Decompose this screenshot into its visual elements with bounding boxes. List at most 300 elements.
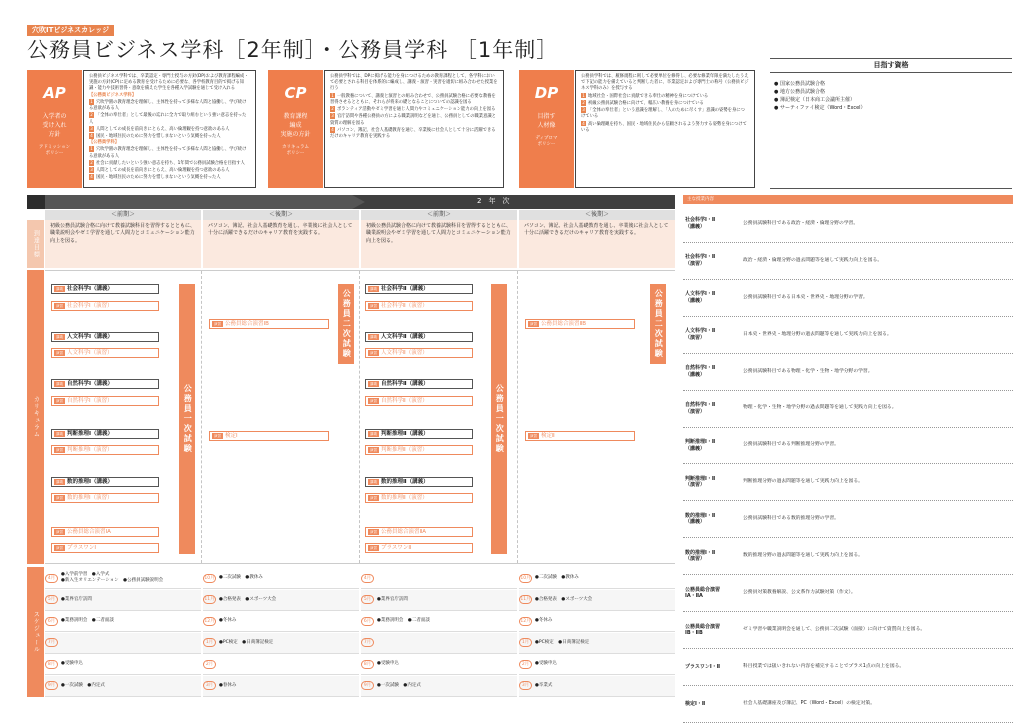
schedule-row [519,633,675,654]
dp-label: DP [534,84,559,102]
course-box [51,379,159,389]
schedule-events: ●受験申込 [535,661,557,667]
course-box [365,543,473,553]
cp-item [330,93,498,106]
course-name: 検定Ⅱ [541,433,555,439]
course-type-tag: 講義 [370,335,377,339]
course-name: 社会科学Ⅰ（講義） [67,286,114,292]
course-box [365,348,473,358]
ap2-item-number: 3 [90,167,93,173]
course-type-tag: 講義 [370,432,377,436]
course-name: 判断推理Ⅱ（講義） [381,431,429,437]
subject-name: 人文科学Ⅰ・Ⅱ （演習） [685,328,716,341]
ap-tag [27,70,82,188]
subject-name: 自然科学Ⅰ・Ⅱ （演習） [685,402,716,415]
ap1-item [89,126,250,133]
dp-item-text: 初級公務員試験合格に向けて、幅広い教養を身につけている [588,100,704,106]
subject-name: 社会科学Ⅰ・Ⅱ （講義） [685,217,716,230]
month-badge: 10月 [204,575,215,581]
schedule-events: ●二次試験 ●教休み [535,575,579,581]
subject-description: 公務員試験科目である政治・経済・倫理分野の学習。 [743,220,859,226]
schedule-row [45,611,201,632]
ap2-item-text: 社会に貢献したいという強い意志を持ち、1年間で公務員試験合格を目指す人 [96,160,245,166]
bullet-icon: ● [774,97,780,103]
ap2-item [89,160,250,167]
subject-name: 数的推理Ⅰ・Ⅱ （演習） [685,549,716,563]
course-type-tag: 講義 [370,480,377,484]
course-type-tag: 演習 [56,546,63,550]
cur-col-2 [203,271,360,563]
ap2-item [89,146,250,159]
goals-title: 目指す資格 [770,58,1012,73]
subject-name: 判断推理Ⅰ・Ⅱ （演習） [685,475,716,489]
ap-title: 入学者の 受け入れ 方針 [42,112,67,138]
subject-row [683,317,1013,354]
schedule-events: ●PC検定 ●日商簿記検定 [535,639,590,645]
month-badge: 7月 [361,638,374,647]
subject-row [683,243,1013,280]
subject-row [683,465,1013,502]
course-box [365,429,473,439]
course-name: 公務員総合演習ⅠB [225,321,269,327]
course-box [51,543,159,553]
course-type-tag: 演習 [370,496,377,500]
ap-items1 [89,99,250,140]
term-1: ＜前期＞ [45,210,201,220]
goal-item [774,80,1010,88]
course-box [51,477,159,487]
goal-text: 地方公務員試験合格 [779,89,825,95]
course-name: 公務員総合演習ⅡB [541,321,586,327]
dp-item [581,100,749,107]
course-type-tag: 演習 [530,434,537,438]
course-box [365,477,473,487]
course-name: 数的推理Ⅰ（講義） [67,479,114,485]
dp-intro: 公務員学科では、履修規程に則して必要単位を修得し、必要な修業年限を満たしたうえで下記の能力を備えていると判断した者に、卒業認定および専門士の称号（公務員ビジネス学科のみ）を授与する [581,74,749,92]
schedule-row [519,611,675,632]
subject-name: 社会科学Ⅰ・Ⅱ （演習） [685,254,716,267]
month-badge: 4月 [45,574,58,583]
course-name: 人文科学Ⅱ（講義） [381,334,429,340]
month-badge: 7月 [45,638,58,647]
goal-cell-3: 初級公務員試験合格に向けて教養試験科目を習得するとともに、職業説明会やゼミ学習を通して人間力とコミュニケーション能力向上を図る。 [361,220,517,268]
course-box [209,431,329,441]
month-badge: 11月 [204,597,215,602]
dp-item-number: 3 [582,107,585,113]
ap1-item-text: 「全体の奉仕者」として最後の迄れに全力で取り組むという強い意志を持った人 [89,113,247,125]
course-type-tag: 演習 [214,322,221,326]
bullet-icon: ● [774,105,780,111]
subject-row [683,612,1013,649]
ap2-item-text: 人間としての成長を前向きにとらえ、高い倫理観を持つ意欲のある人 [96,168,230,174]
course-type-tag: 演習 [56,351,63,355]
dp-box [575,70,755,188]
subject-description: 判断推理分野の過去問題等を通して実践力向上を図る。 [743,479,863,485]
curriculum-area [45,270,675,564]
dp-title: 目指す 人材像 [537,112,556,129]
schedule-row [203,568,359,589]
course-type-tag: 講義 [56,480,63,484]
subject-row [683,354,1013,391]
course-type-tag: 演習 [56,304,63,308]
course-name: 自然科学Ⅰ（演習） [67,398,113,404]
ap2-item-number: 4 [90,174,93,180]
cp-item [330,106,498,113]
subject-description: 物理・化学・生物・地学分野の過去問題等を通して実践力向上を図る。 [743,405,897,411]
month-badge: 8月 [361,660,374,669]
course-type-tag: 講義 [370,382,377,386]
ap1-item-number: 4 [90,132,93,138]
course-name: 数的推理Ⅱ（講義） [381,479,429,485]
year-label: 2 年 次 [477,197,510,205]
course-type-tag: 演習 [530,322,537,326]
ap1-item-number: 1 [90,98,93,104]
course-name: プラスワンⅠ [67,545,96,551]
school-badge: 穴吹ITビジネスカレッジ [27,25,114,36]
goal-cell-4: パソコン、簿記、社会人基礎教育を通し、卒業後に社会人として十分に活躍できるだけのキャリア教育を実践する。 [519,220,675,268]
course-box [525,319,635,329]
ap-box [83,70,256,188]
course-name: 自然科学Ⅱ（演習） [381,398,428,404]
term-3: ＜前期＞ [361,210,517,220]
cp-intro: 公務員学科では、DPに掲げる能力を身につけるための教育課程として、各学科において必要とされる科目を体系的に編成し、講義・演習・実習を適切に組み合わせた授業を行う [330,74,498,92]
schedule-events: ●冬休み [535,618,553,624]
cp-item-text: 官庁訪問や各種公務員の方による職業説明などを通じ、公務員としての職業意識と資質の理解を図る [330,114,496,126]
goal-cell-1: 初級公務員試験合格に向けて教養試験科目を習得するとともに、職業説明会やゼミ学習を通して人間力とコミュニケーション能力向上を図る。 [45,220,201,268]
schedule-events: ●業界官庁訪問 [377,596,408,602]
schedule-row [45,590,201,611]
cp-item [330,127,498,140]
subject-name: プラスワンⅠ・Ⅱ [685,663,721,670]
course-name: 判断推理Ⅱ（演習） [381,447,428,453]
goal-cell-2: パソコン、簿記、社会人基礎教育を通し、卒業後に社会人として十分に活躍できるだけのキャリア教育を実践する。 [203,220,359,268]
cp-item-text: 一般教養について、講義と演習との組み合わせで、公務員試験合格に必要な教養を習得させるとともに、それらが将来の礎となることについての認識を図る [330,93,496,105]
schedule-events: ●業界官庁訪問 [61,596,92,602]
goal-item [774,96,1010,104]
bullet-icon: ● [774,89,780,95]
goal-item [774,104,1010,112]
subject-description: 公務員対策教養解説、公文系作力試験対策（作文）。 [743,590,856,596]
month-badge: 12月 [204,618,215,624]
course-box [51,301,159,311]
course-type-tag: 演習 [370,351,377,355]
ap2-item-text: 国民・地域住民のために努力を惜しまないという気概を持った人 [96,175,221,181]
month-badge: 3月 [519,681,532,690]
dp-item [581,107,749,120]
month-badge: 9月 [361,681,374,690]
schedule-row [361,568,517,589]
dp-tag [519,70,574,188]
course-type-tag: 講義 [370,287,377,291]
cp-item-number: 2 [331,106,334,112]
month-badge: 5月 [45,595,58,604]
cp-item-number: 1 [331,92,334,98]
cp-item-number: 3 [331,113,334,119]
subject-row [683,206,1013,243]
course-name: 社会科学Ⅱ（演習） [381,303,428,309]
subject-description: 公務員試験科目である判断推理分野の学習。 [743,442,839,448]
goals-list [774,80,1010,112]
schedule-row [519,568,675,589]
side-schedule: スケジュール [27,567,44,697]
goal-text: 簿記検定（日本商工会議所主催） [779,97,855,103]
course-name: 判断推理Ⅰ（講義） [67,431,114,437]
subject-name: 公務員総合演習 ⅠB・ⅡB [685,623,721,637]
side-curriculum: カリキュラム [27,270,44,564]
ap1-item-text: 穴吹学園の教育理念を理解し、主体性を持って多様な人間と協働し、学び続ける意欲がある人 [89,99,247,112]
month-badge: 5月 [361,595,374,604]
dp-items [581,93,749,134]
dp-item-number: 2 [582,99,585,105]
course-type-tag: 演習 [370,399,377,403]
month-badge: 3月 [203,681,216,690]
exam-primary-2: 公務員一次試験 [491,284,507,554]
subject-name: 自然科学Ⅰ・Ⅱ （講義） [685,365,716,378]
course-type-tag: 演習 [370,530,377,534]
course-box [51,445,159,455]
subject-description: 社会人基礎講座及び簿記、PC（Word・Excel）の検定対策。 [743,700,876,706]
course-name: 数的推理Ⅱ（演習） [381,495,428,501]
month-badge: 2月 [519,660,532,669]
course-box [51,348,159,358]
course-name: 数的推理Ⅰ（演習） [67,495,113,501]
goal-text: サーティファイ検定（Word・Excel） [779,105,866,111]
cp-item-text: ボランティア活動やゼミ学習を通じ人間力やコミュニケーション能力の向上を図る [337,107,496,113]
schedule-row [203,611,359,632]
course-type-tag: 演習 [370,448,377,452]
cp-subtitle: カリキュラム ポリシー [282,144,309,156]
schedule-row [361,654,517,675]
side-goal: 到達目標 [27,220,44,268]
subject-row [683,538,1013,575]
ap1-item-number: 2 [90,112,93,118]
course-name: 人文科学Ⅰ（講義） [67,334,114,340]
course-box [365,284,473,294]
course-type-tag: 講義 [56,287,63,291]
course-box [365,396,473,406]
month-badge: 9月 [45,681,58,690]
schedule-events: ●受験申込 [377,661,399,667]
subject-name: 判断推理Ⅰ・Ⅱ （講義） [685,439,716,452]
course-box [51,332,159,342]
exam-secondary-1: 公務員二次試験 [338,284,354,364]
dp-subtitle: ディプロマ ポリシー [535,135,558,147]
exam-secondary-2: 公務員二次試験 [650,284,666,364]
month-badge: 11月 [520,597,531,602]
course-name: 人文科学Ⅰ（演習） [67,350,113,356]
course-type-tag: 演習 [214,434,221,438]
cp-items [330,93,498,141]
ap-intro: 公務員ビジネス学科では、卒業認定・専門士授与の方針(DP)および教育課程編成・実施の方針(CP)に定める教育を受けるために必要な、各学校教育目的で掲げる知識・能力や技術習得・意欲を備えた学生を各種入学試験を通じて受け入れる [89,74,249,92]
month-badge: 10月 [520,575,531,581]
course-box [365,493,473,503]
term-2: ＜後期＞ [203,210,359,220]
goal-text: 国家公務員試験合格 [779,81,825,87]
ap1-item [89,99,250,112]
schedule-events: ●春休み [219,682,237,688]
course-box [51,396,159,406]
course-name: 公務員総合演習ⅠA [67,529,111,535]
ap2-item [89,167,250,174]
subjects-heading: 主な授業内容 [683,195,1013,204]
course-type-tag: 演習 [56,496,63,500]
schedule-row [203,676,359,697]
schedule-row [361,611,517,632]
schedule-row [519,676,675,697]
ap1-item-text: 人間としての成長を前向きにとらえ、高い倫理観を持つ意欲のある人 [96,126,230,132]
course-box [525,431,635,441]
dp-item-text: 地域社会・国際社会に貢献できる奉仕の精神を身につけている [588,93,709,99]
month-badge: 2月 [203,660,216,669]
ap-subtitle: アドミッション ポリシー [38,144,71,156]
course-name: 公務員総合演習ⅡA [381,529,426,535]
course-box [365,301,473,311]
cp-tag [268,70,323,188]
month-badge: 6月 [45,617,58,626]
course-name: 社会科学Ⅱ（講義） [381,286,429,292]
schedule-row [361,676,517,697]
year-bar-first [45,195,365,209]
ap-sub1: 【公務員ビジネス学科】 [89,92,137,98]
schedule-events: ●業務説明会 ●二者面談 [377,618,430,624]
course-name: 社会科学Ⅰ（演習） [67,303,113,309]
schedule-row [45,568,201,589]
schedule-row [203,633,359,654]
subject-description: 数的推理分野の過去問題等を通して実践力向上を図る。 [743,553,863,559]
schedule-events: ●PC検定 ●日商簿記検定 [219,639,274,645]
ap2-item-number: 2 [90,159,93,165]
course-box [365,527,473,537]
course-name: 人文科学Ⅱ（演習） [381,350,428,356]
schedule-events: ●二次試験 ●教休み [219,575,263,581]
month-badge: 6月 [361,617,374,626]
month-badge: 1月 [203,638,216,647]
course-box [365,332,473,342]
month-badge: 12月 [520,618,531,624]
cp-item-text: パソコン、簿記、社会人基礎教育を通じ、卒業後に社会人として十分に活躍できるだけのキャリア教育を実践する [330,127,496,139]
ap2-item-text: 穴吹学園の教育理念を理解し、主体性を持って多様な人間と協働し、学び続ける意欲がある人 [89,147,247,159]
cp-label: CP [284,84,307,102]
ap2-item-number: 1 [90,146,93,152]
subject-description: 公務員試験科目である数的推理分野の学習。 [743,516,839,522]
schedule-row [45,633,201,654]
subject-row [683,280,1013,317]
schedule-row [45,676,201,697]
dp-item-text: 「全体の奉仕者」という意識を理解し、「人のために尽くす」意識の姿勢を身につけている [581,108,745,120]
course-type-tag: 演習 [56,448,63,452]
subject-row [683,501,1013,538]
course-name: 検定Ⅰ [225,433,238,439]
subject-row [683,575,1013,612]
course-type-tag: 講義 [56,382,63,386]
month-badge: 8月 [45,660,58,669]
schedule-row [361,633,517,654]
course-box [51,284,159,294]
course-box [365,379,473,389]
subject-description: ゼミ学習や職業説明会を通して、公務員二次試験（面接）に向けて資質向上を図る。 [743,627,926,633]
course-type-tag: 演習 [370,304,377,308]
subject-name: 検定Ⅰ・Ⅱ [685,700,706,707]
schedule-row [203,654,359,675]
ap-label: AP [43,84,66,102]
goal-item [774,88,1010,96]
subject-description: 政治・経済・倫理分野の過去問題等を通して実践力向上を図る。 [743,257,883,263]
course-type-tag: 講義 [56,432,63,436]
course-name: 判断推理Ⅰ（演習） [67,447,113,453]
course-type-tag: 演習 [370,546,377,550]
dp-item-number: 4 [582,120,585,126]
schedule-row [361,590,517,611]
schedule-events: ●合格発表 ●スポーツ大会 [535,596,593,602]
cp-box [324,70,504,188]
schedule-events: ●合格発表 ●スポーツ大会 [219,596,277,602]
schedule-row [203,590,359,611]
course-type-tag: 演習 [56,530,63,534]
schedule-row [519,654,675,675]
schedule-events: ●一次試験 ●内定式 [377,682,421,688]
ap1-item [89,112,250,125]
schedule-events: ●一次試験 ●内定式 [61,682,105,688]
schedule-events: ●卒業式 [535,682,553,688]
ap1-item-number: 3 [90,125,93,131]
ap1-item-text: 国民・地域住民のために努力を惜しまないという気概を持った人 [96,133,221,139]
subject-description: 公務員試験科目である日本史・世界史・地理分野の学習。 [743,294,868,300]
page-title: 公務員ビジネス学科［2年制］・公務員学科 ［1年制］ [27,38,559,62]
ap2-item [89,174,250,181]
schedule-events: ●入学前学習 ●入学式 ●新入生オリエンテーション ●公務員試験説明会 [61,572,164,583]
schedule-events: ●受験申込 [61,661,83,667]
course-name: プラスワンⅡ [381,545,412,551]
course-box [365,445,473,455]
bullet-icon: ● [774,81,780,87]
course-type-tag: 演習 [56,399,63,403]
schedule-events: ●冬休み [219,618,237,624]
course-type-tag: 講義 [56,335,63,339]
subject-name: 数的推理Ⅰ・Ⅱ （講義） [685,512,716,526]
subject-row [683,649,1013,686]
ap-sub2: 【公務員学科】 [89,140,120,146]
course-box [51,429,159,439]
subject-description: 日本史・世界史・地理分野の過去問題等を通して実践力向上を図る。 [743,331,892,337]
course-box [51,493,159,503]
year-bar [27,195,675,209]
month-badge: 1月 [519,638,532,647]
ap-items2 [89,146,250,181]
subject-description: 公務員試験科目である物理・化学・生物・地学分野の学習。 [743,368,873,374]
dp-item [581,121,749,134]
dp-item-text: 高い倫理観を持ち、国民・地域住民から信頼されるよう努力する姿勢を身につけている [581,121,747,133]
course-name: 自然科学Ⅱ（講義） [381,381,429,387]
cp-item [330,113,498,126]
schedule-row [519,590,675,611]
subject-row [683,428,1013,465]
course-box [209,319,329,329]
course-name: 自然科学Ⅰ（講義） [67,381,114,387]
course-box [51,527,159,537]
month-badge: 4月 [361,574,374,583]
subject-row [683,391,1013,428]
subject-row [683,686,1013,723]
cp-title: 教育課程 編成 実施の方針 [280,112,311,138]
subject-description: 科目授業では扱いきれない内容を補完することでプラス1点の向上を図る。 [743,663,905,669]
schedule-row [45,654,201,675]
dp-item [581,93,749,100]
exam-primary-1: 公務員一次試験 [179,284,195,554]
term-4: ＜後期＞ [519,210,675,220]
subject-name: 公務員総合演習 ⅠA・ⅡA [685,586,721,600]
dp-item-number: 1 [582,92,585,98]
cp-item-number: 4 [331,126,334,132]
